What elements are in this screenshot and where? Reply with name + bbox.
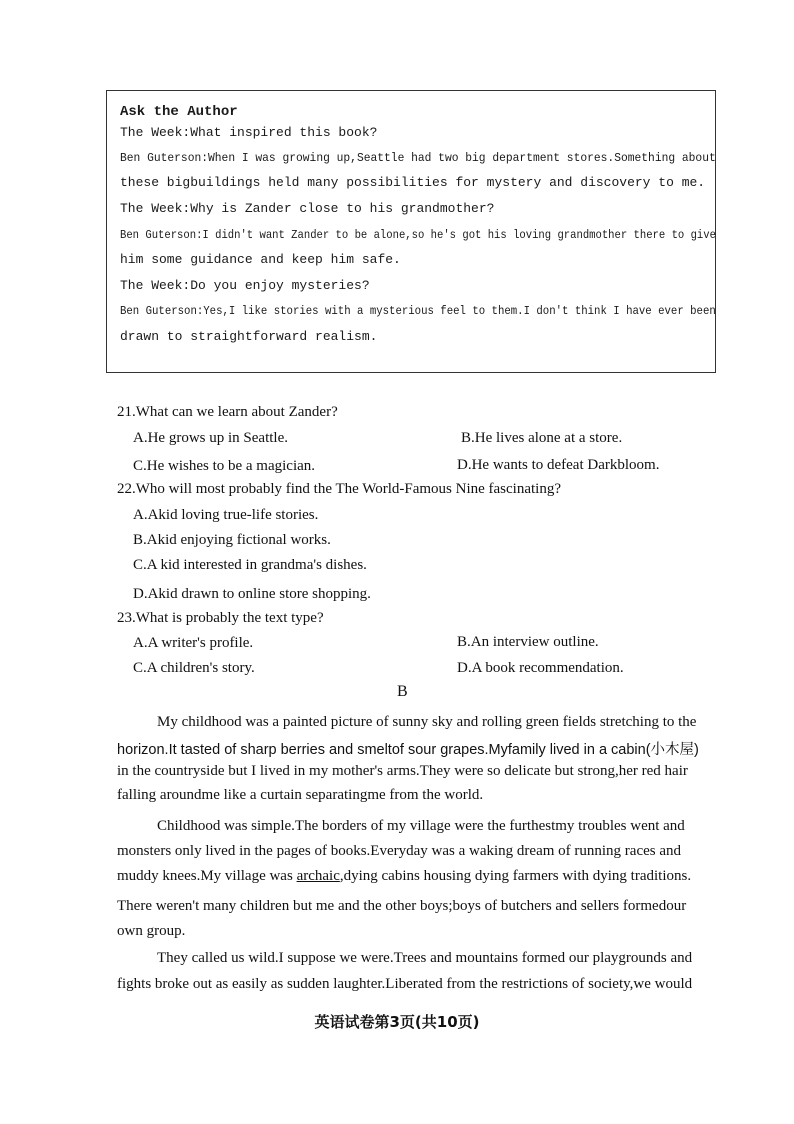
paragraph-1-line-3: in the countryside but I lived in my mother's arms.They were so delicate but strong,her red hair — [117, 763, 688, 779]
question-22-option-b: B.Akid enjoying fictional works. — [133, 532, 331, 548]
box-title: Ask the Author — [120, 104, 238, 120]
question-21-option-d: D.He wants to defeat Darkbloom. — [457, 457, 660, 473]
question-23-option-c: C.A children's story. — [133, 660, 255, 676]
paragraph-3-line-1: They called us wild.I suppose we were.Trees and mountains formed our playgrounds and — [157, 950, 693, 966]
interview-question-1: The Week:What inspired this book? — [120, 125, 378, 140]
page-footer: 英语试卷第3页(共10页) — [314, 1013, 480, 1031]
question-23-option-b: B.An interview outline. — [457, 634, 599, 650]
question-22-option-c: C.A kid interested in grandma's dishes. — [133, 557, 367, 573]
interview-answer-3-line-2: drawn to straightforward realism. — [120, 329, 378, 344]
interview-answer-2-line-1 — [120, 228, 716, 242]
interview-answer-1-line-2: these bigbuildings held many possibilities for mystery and discovery to me. — [120, 175, 706, 190]
question-23-option-d: D.A book recommendation. — [457, 660, 624, 676]
question-21-option-b: B.He lives alone at a store. — [461, 430, 623, 446]
question-22-option-a: A.Akid loving true-life stories. — [133, 507, 319, 523]
paragraph-2-line-3 — [117, 868, 699, 885]
interview-question-2: The Week:Why is Zander close to his grandmother? — [120, 201, 495, 216]
question-21-option-a: A.He grows up in Seattle. — [133, 430, 288, 446]
question-21-stem: 21.What can we learn about Zander? — [117, 404, 338, 420]
answer-text: Ben Guterson:I didn't want Zander to be alone,so he's got his loving grandmother there to give — [120, 228, 716, 242]
question-22-option-d: D.Akid drawn to online store shopping. — [133, 586, 371, 602]
paragraph-1-line-2: horizon.It tasted of sharp berries and smeltof sour grapes.Myfamily lived in a cabin(小木屋) — [117, 742, 699, 758]
paragraph-1-line-4: falling aroundme like a curtain separatingme from the world. — [117, 787, 484, 803]
underlined-word-archaic: archaic — [296, 868, 340, 884]
question-23-stem: 23.What is probably the text type? — [117, 610, 324, 626]
section-b-heading: B — [397, 683, 408, 700]
paragraph-3-line-2: fights broke out as easily as sudden laughter.Liberated from the restrictions of society,we would — [117, 976, 693, 992]
question-21-option-c: C.He wishes to be a magician. — [133, 458, 316, 474]
interview-answer-2-line-2: him some guidance and keep him safe. — [120, 252, 401, 267]
interview-answer-3-line-1 — [120, 304, 716, 318]
text-after: ,dying cabins housing dying farmers with dying traditions. — [339, 868, 692, 884]
answer-text: Ben Guterson:When I was growing up,Seattle had two big department stores.Something about — [120, 151, 716, 165]
paragraph-1-line-1: My childhood was a painted picture of sunny sky and rolling green fields stretching to the — [157, 714, 697, 730]
paragraph-2-line-5: own group. — [117, 923, 186, 939]
answer-text: Ben Guterson:Yes,I like stories with a mysterious feel to them.I don't think I have ever been — [120, 304, 716, 318]
paragraph-2-line-1: Childhood was simple.The borders of my village were the furthestmy troubles went and — [157, 818, 685, 834]
interview-answer-1-line-1 — [120, 151, 716, 165]
paragraph-2-line-2: monsters only lived in the pages of books.Everyday was a waking dream of running races and — [117, 843, 682, 859]
paragraph-2-line-4: There weren't many children but me and the other boys;boys of butchers and sellers formedour — [117, 898, 687, 914]
text-before: muddy knees.My village was — [117, 868, 297, 884]
question-23-option-a: A.A writer's profile. — [133, 635, 254, 651]
interview-question-3: The Week:Do you enjoy mysteries? — [120, 278, 370, 293]
question-22-stem: 22.Who will most probably find the The World-Famous Nine fascinating? — [117, 481, 561, 497]
